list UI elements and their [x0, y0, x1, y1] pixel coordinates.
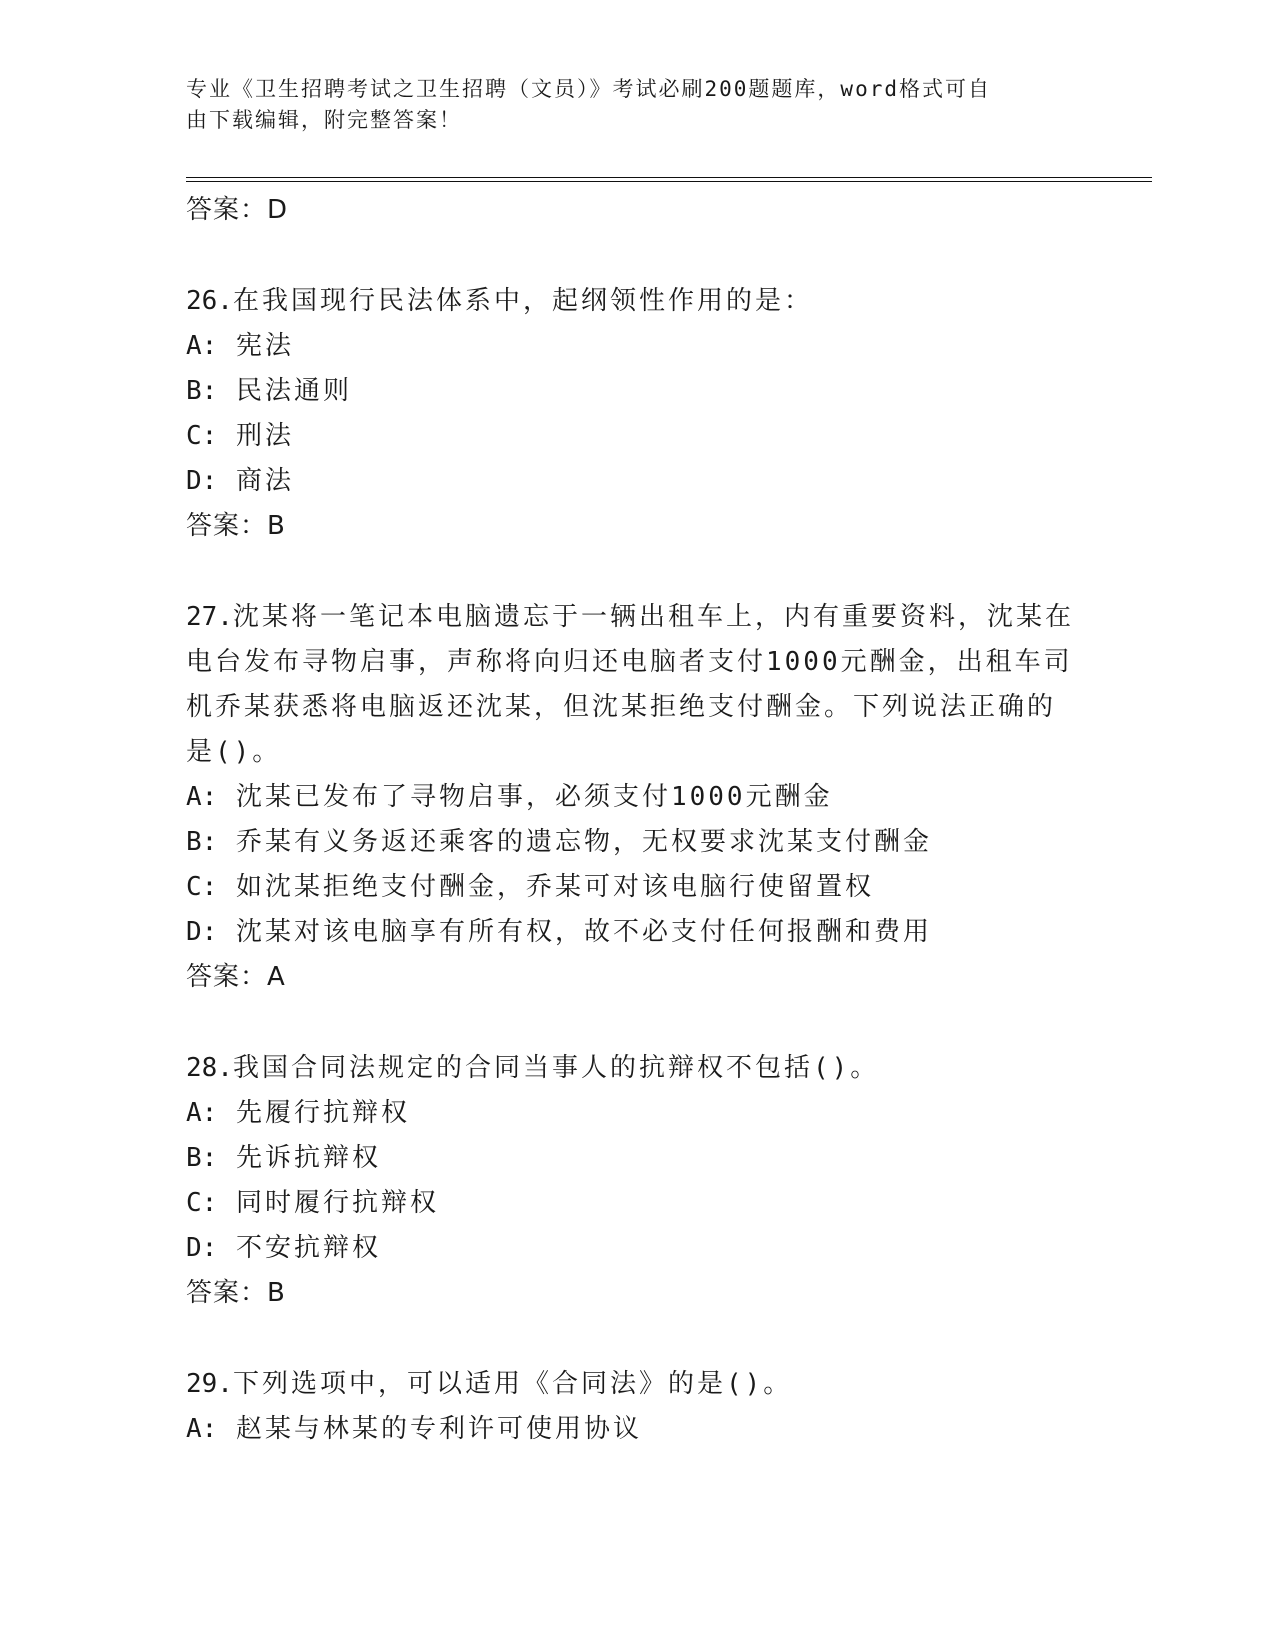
option-text: 不安抗辩权 [235, 1233, 381, 1263]
option-letter: B: [186, 376, 218, 406]
question-stem-text: 电台发布寻物启事，声称将向归还电脑者支付1000元酬金，出租车司 [186, 647, 1073, 677]
answer-option [186, 324, 1086, 369]
option-text: 如沈某拒绝支付酬金，乔某可对该电脑行使留置权 [235, 872, 874, 902]
question-stem-text: 机乔某获悉将电脑返还沈某，但沈某拒绝支付酬金。下列说法正确的 [186, 692, 1057, 722]
question-stem-text: 下列选项中，可以适用《合同法》的是()。 [232, 1369, 793, 1399]
header-divider-top [186, 177, 1152, 178]
option-text: 赵某与林某的专利许可使用协议 [235, 1414, 642, 1444]
answer-option [186, 1136, 1086, 1181]
question-block [186, 1046, 1086, 1316]
header-line-2: 由下载编辑，附完整答案！ [186, 108, 462, 132]
question-stem-text: 我国合同法规定的合同当事人的抗辩权不包括()。 [232, 1053, 880, 1083]
question-stem-line [186, 1046, 1086, 1091]
question-stem-text: 沈某将一笔记本电脑遗忘于一辆出租车上，内有重要资料，沈某在 [232, 602, 1074, 632]
option-letter: C: [186, 1188, 218, 1218]
header-divider-bottom [186, 181, 1152, 182]
answer-option [186, 369, 1086, 414]
answer-option [186, 910, 1086, 955]
question-stem-line [186, 640, 1086, 685]
option-text: 先诉抗辩权 [235, 1143, 381, 1173]
question-stem-line [186, 595, 1086, 640]
option-text: 沈某已发布了寻物启事，必须支付1000元酬金 [235, 782, 833, 812]
question-list [186, 188, 1086, 1452]
option-text: 宪法 [235, 331, 294, 361]
option-text: 商法 [235, 466, 294, 496]
option-text: 先履行抗辩权 [235, 1098, 410, 1128]
previous-answer: 答案：D [186, 195, 289, 225]
question-block [186, 595, 1086, 1000]
question-answer: 答案：B [186, 1278, 286, 1308]
option-text: 民法通则 [235, 376, 352, 406]
question-number: 28. [186, 1053, 233, 1083]
answer-option [186, 1407, 1086, 1452]
answer-option [186, 1181, 1086, 1226]
option-letter: D: [186, 917, 218, 947]
option-letter: C: [186, 872, 218, 902]
question-stem-line [186, 685, 1086, 730]
option-text: 乔某有义务返还乘客的遗忘物，无权要求沈某支付酬金 [235, 827, 932, 857]
question-stem-line [186, 1362, 1086, 1407]
option-letter: D: [186, 1233, 218, 1263]
option-text: 刑法 [235, 421, 294, 451]
answer-option [186, 775, 1086, 820]
option-text: 沈某对该电脑享有所有权，故不必支付任何报酬和费用 [235, 917, 932, 947]
option-letter: A: [186, 782, 218, 812]
answer-option [186, 1091, 1086, 1136]
answer-option [186, 414, 1086, 459]
option-letter: D: [186, 466, 218, 496]
option-letter: B: [186, 827, 218, 857]
question-answer: 答案：B [186, 511, 286, 541]
option-letter: C: [186, 421, 218, 451]
question-number: 26. [186, 286, 233, 316]
document-header [186, 74, 1066, 136]
answer-option [186, 865, 1086, 910]
option-letter: A: [186, 1098, 218, 1128]
question-block [186, 1362, 1086, 1452]
answer-option [186, 820, 1086, 865]
question-stem-text: 在我国现行民法体系中，起纲领性作用的是： [232, 286, 813, 316]
option-letter: B: [186, 1143, 218, 1173]
answer-option [186, 459, 1086, 504]
question-number: 29. [186, 1369, 233, 1399]
answer-option [186, 1226, 1086, 1271]
question-block [186, 279, 1086, 549]
question-stem-text: 是()。 [186, 737, 282, 767]
option-letter: A: [186, 331, 218, 361]
questions-container [186, 279, 1086, 1452]
question-answer: 答案：A [186, 962, 286, 992]
option-letter: A: [186, 1414, 218, 1444]
question-number: 27. [186, 602, 233, 632]
question-stem-line [186, 730, 1086, 775]
question-stem-line [186, 279, 1086, 324]
header-line-1: 专业《卫生招聘考试之卫生招聘（文员）》考试必刷200题题库，word格式可自 [186, 77, 991, 101]
option-text: 同时履行抗辩权 [235, 1188, 439, 1218]
